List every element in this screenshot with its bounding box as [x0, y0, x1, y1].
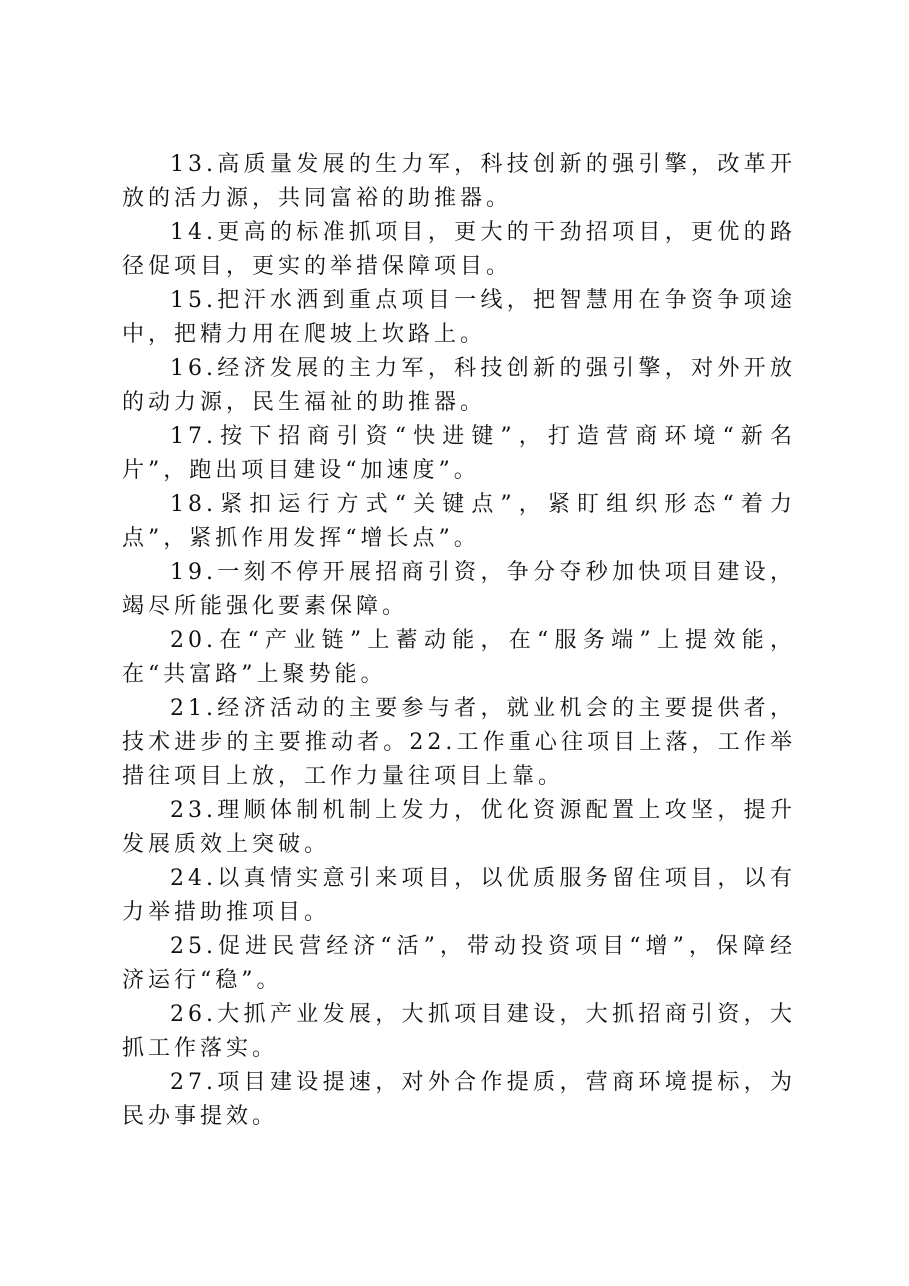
paragraph-21-22: 21.经济活动的主要参与者，就业机会的主要提供者，技术进步的主要推动者。22.工作重心往项目上落，工作举措往项目上放，工作力量往项目上靠。 [122, 696, 796, 789]
paragraph-23: 23.理顺体制机制上发力，优化资源配置上攻坚，提升发展质效上突破。 [122, 798, 796, 857]
paragraph-13: 13.高质量发展的生力军，科技创新的强引擎，改革开放的活力源，共同富裕的助推器。 [122, 152, 796, 211]
paragraph-26: 26.大抓产业发展，大抓项目建设，大抓招商引资，大抓工作落实。 [122, 1002, 796, 1061]
paragraph-20: 20.在“产业链”上蓄动能，在“服务端”上提效能，在“共富路”上聚势能。 [122, 628, 796, 687]
paragraph-14: 14.更高的标准抓项目，更大的干劲招项目，更优的路径促项目，更实的举措保障项目。 [122, 220, 796, 279]
paragraph-25: 25.促进民营经济“活”，带动投资项目“增”，保障经济运行“稳”。 [122, 934, 796, 993]
paragraph-17: 17.按下招商引资“快进键”，打造营商环境“新名片”，跑出项目建设“加速度”。 [122, 424, 796, 483]
paragraph-24: 24.以真情实意引来项目，以优质服务留住项目，以有力举措助推项目。 [122, 866, 796, 925]
paragraph-27: 27.项目建设提速，对外合作提质，营商环境提标，为民办事提效。 [122, 1070, 796, 1129]
paragraph-15: 15.把汗水洒到重点项目一线，把智慧用在争资争项途中，把精力用在爬坡上坎路上。 [122, 288, 796, 347]
paragraph-18: 18.紧扣运行方式“关键点”，紧盯组织形态“着力点”，紧抓作用发挥“增长点”。 [122, 492, 796, 551]
document-body [122, 148, 796, 1134]
paragraph-16: 16.经济发展的主力军，科技创新的强引擎，对外开放的动力源，民生福祉的助推器。 [122, 356, 796, 415]
paragraph-19: 19.一刻不停开展招商引资，争分夺秒加快项目建设，竭尽所能强化要素保障。 [122, 560, 796, 619]
